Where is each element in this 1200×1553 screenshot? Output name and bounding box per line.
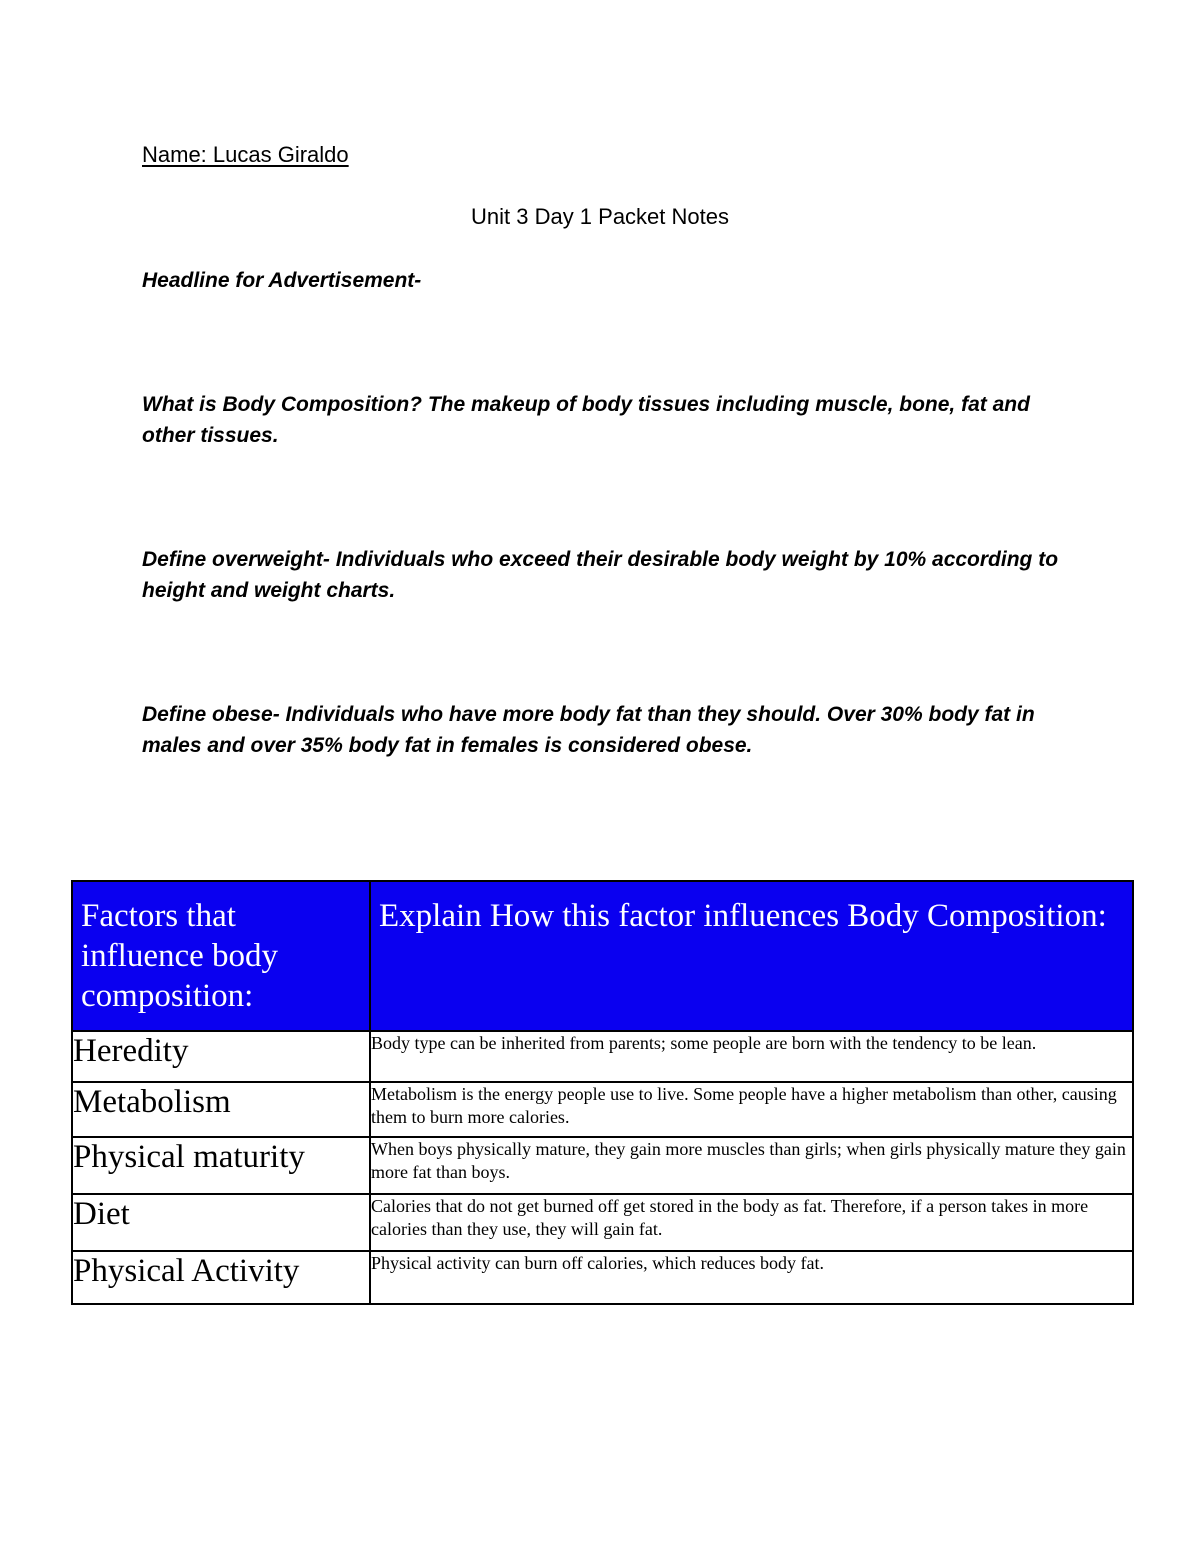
explanation-cell: Physical activity can burn off calories, which reduces body fat. [370, 1251, 1133, 1304]
obese-definition: Define obese- Individuals who have more body fat than they should. Over 30% body fat in males and over 35% body fat in females is considered obese. [142, 703, 1035, 757]
explanation-cell: Calories that do not get burned off get stored in the body as fat. Therefore, if a person takes in more calories than they use, they will gain fat. [370, 1194, 1133, 1251]
factor-cell: Physical maturity [72, 1137, 370, 1194]
document-title: Unit 3 Day 1 Packet Notes [470, 204, 729, 229]
factor-cell: Diet [72, 1194, 370, 1251]
table-row [72, 1082, 1133, 1137]
factors-table [71, 880, 1134, 1305]
explanation-cell: Metabolism is the energy people use to live. Some people have a higher metabolism than other, causing them to burn more calories. [370, 1082, 1133, 1137]
factor-cell: Metabolism [72, 1082, 370, 1137]
column-header-factors: Factors that influence body composition: [72, 881, 370, 1031]
factor-cell: Physical Activity [72, 1251, 370, 1304]
body-composition-answer: What is Body Composition? The makeup of body tissues including muscle, bone, fat and other tissues. [142, 393, 1030, 447]
table-row [72, 1251, 1133, 1304]
table-row [72, 1031, 1133, 1082]
explanation-cell: When boys physically mature, they gain more muscles than girls; when girls physically mature they gain more fat than boys. [370, 1137, 1133, 1194]
headline-prompt: Headline for Advertisement- [142, 269, 422, 292]
student-name: Name: Lucas Giraldo [142, 142, 349, 167]
table-header-row [72, 881, 1133, 1031]
explanation-cell: Body type can be inherited from parents; some people are born with the tendency to be lean. [370, 1031, 1133, 1082]
table-row [72, 1194, 1133, 1251]
overweight-definition: Define overweight- Individuals who exceed their desirable body weight by 10% according to height and weight charts. [142, 548, 1059, 602]
factor-cell: Heredity [72, 1031, 370, 1082]
column-header-explanation: Explain How this factor influences Body Composition: [370, 881, 1133, 1031]
table-row [72, 1137, 1133, 1194]
